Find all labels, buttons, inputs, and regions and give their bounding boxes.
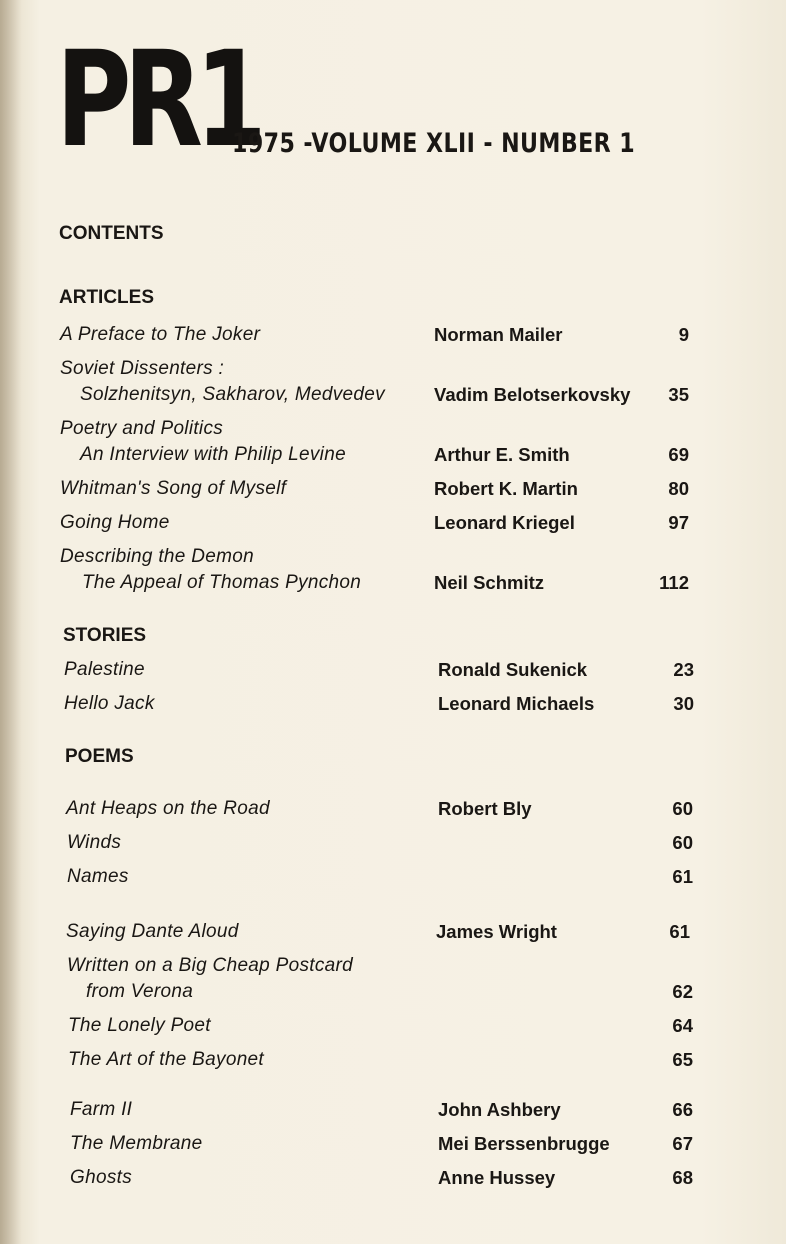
story-title: Palestine — [64, 659, 145, 680]
article-author: Robert K. Martin — [434, 478, 578, 499]
poem-subtitle: from Verona — [86, 981, 194, 1002]
stories-heading: STORIES — [63, 625, 147, 646]
issue-line: 1975 -VOLUME XLII - NUMBER 1 — [232, 128, 636, 159]
poem-title: Saying Dante Aloud — [66, 921, 239, 942]
article-author: Vadim Belotserkovsky — [434, 384, 631, 405]
poem-page: 60 — [672, 832, 693, 853]
article-title: Going Home — [60, 512, 170, 533]
poem-page: 67 — [672, 1133, 693, 1154]
poem-title: Written on a Big Cheap Postcard — [67, 955, 353, 976]
article-title: Describing the Demon — [60, 546, 254, 567]
article-page: 9 — [678, 324, 689, 345]
poem-page: 65 — [672, 1049, 693, 1070]
article-page: 35 — [668, 384, 689, 405]
article-page: 69 — [668, 444, 689, 465]
poem-page: 62 — [672, 981, 693, 1002]
poems-heading: POEMS — [65, 746, 134, 767]
story-author: Leonard Michaels — [438, 693, 595, 714]
poem-title: Winds — [67, 832, 122, 853]
poem-page: 60 — [672, 798, 693, 819]
article-subtitle: The Appeal of Thomas Pynchon — [82, 572, 362, 593]
poem-page: 61 — [672, 866, 693, 887]
poem-title: Ghosts — [70, 1167, 132, 1188]
article-title: Soviet Dissenters : — [60, 358, 225, 379]
article-subtitle: An Interview with Philip Levine — [80, 444, 346, 465]
article-page: 97 — [668, 512, 689, 533]
story-page: 23 — [673, 659, 694, 680]
article-author: Neil Schmitz — [434, 572, 544, 593]
poem-title: The Art of the Bayonet — [68, 1049, 265, 1070]
articles-heading: ARTICLES — [59, 287, 154, 308]
article-author: Leonard Kriegel — [434, 512, 575, 533]
poem-author: James Wright — [436, 921, 557, 942]
article-title: Poetry and Politics — [60, 418, 224, 439]
article-page: 80 — [668, 478, 689, 499]
story-title: Hello Jack — [64, 693, 155, 714]
poem-page: 61 — [669, 921, 690, 942]
poem-author: Mei Berssenbrugge — [438, 1133, 610, 1154]
poem-title: The Membrane — [70, 1133, 203, 1154]
poem-title: Farm II — [70, 1099, 133, 1120]
story-author: Ronald Sukenick — [438, 659, 588, 680]
poem-title: Names — [67, 866, 129, 887]
poem-author: Anne Hussey — [438, 1167, 556, 1188]
article-subtitle: Solzhenitsyn, Sakharov, Medvedev — [80, 384, 385, 405]
article-page: 112 — [659, 572, 689, 593]
article-title: Whitman's Song of Myself — [60, 478, 287, 499]
poem-author: Robert Bly — [438, 798, 532, 819]
poem-page: 64 — [672, 1015, 693, 1036]
poem-page: 68 — [672, 1167, 693, 1188]
contents-heading: CONTENTS — [59, 223, 164, 244]
poem-title: The Lonely Poet — [68, 1015, 211, 1036]
poem-title: Ant Heaps on the Road — [66, 798, 270, 819]
book-spine-shadow — [0, 0, 22, 1244]
story-page: 30 — [673, 693, 694, 714]
article-author: Norman Mailer — [434, 324, 563, 345]
journal-logo: PR1 — [56, 23, 259, 177]
article-title: A Preface to The Joker — [60, 324, 261, 345]
poem-author: John Ashbery — [438, 1099, 561, 1120]
poem-page: 66 — [672, 1099, 693, 1120]
article-author: Arthur E. Smith — [434, 444, 570, 465]
